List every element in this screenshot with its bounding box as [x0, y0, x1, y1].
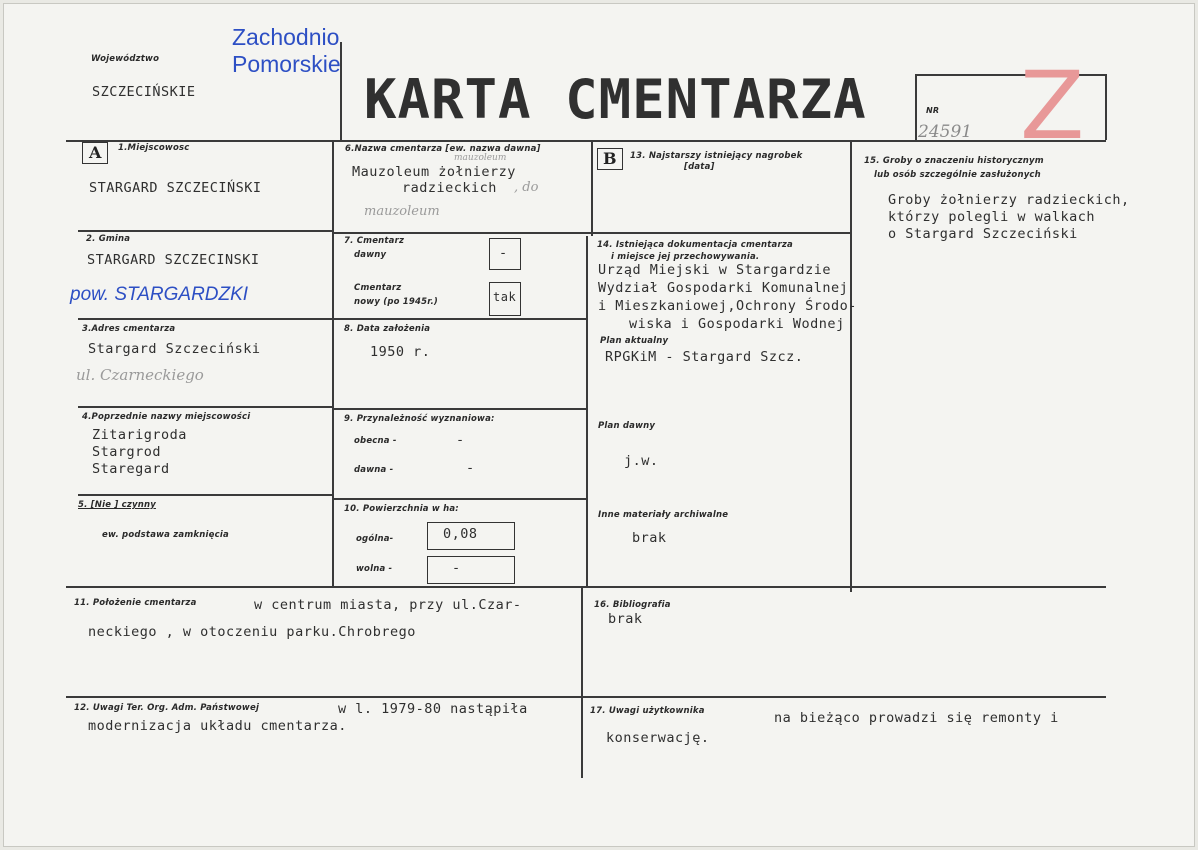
divider	[66, 586, 1106, 588]
voivodeship-label: Województwo	[91, 54, 160, 64]
region-stamp-line: Pomorskie	[232, 51, 341, 77]
field-14-value: Urząd Miejski w Stargardzie	[598, 262, 831, 278]
field-11-value: neckiego , w otoczeniu parku.Chrobrego	[88, 624, 416, 640]
field-15-label: 15. Groby o znaczeniu historycznym	[864, 156, 1044, 166]
field-2-value: STARGARD SZCZECINSKI	[87, 252, 260, 268]
field-9-former-label: dawna -	[354, 465, 394, 475]
field-6-pencil-note: mauzoleum	[454, 153, 507, 163]
field-9-former-value: -	[466, 460, 475, 476]
field-7-old-label: dawny	[354, 250, 387, 260]
field-1-value: STARGARD SZCZECIŃSKI	[89, 180, 262, 196]
field-10-label: 10. Powierzchnia w ha:	[344, 504, 459, 514]
field-6-value: Mauzoleum żołnierzy	[352, 164, 516, 180]
divider	[332, 140, 334, 588]
divider	[850, 140, 852, 592]
divider	[66, 696, 1106, 698]
number-label: NR	[926, 106, 940, 115]
field-6-value: radzieckich	[402, 180, 497, 196]
voivodeship-value: SZCZECIŃSKIE	[92, 84, 196, 100]
field-8-label: 8. Data założenia	[344, 324, 431, 334]
field-16-label: 16. Bibliografia	[594, 600, 671, 610]
field-10-free-box	[427, 556, 515, 584]
divider	[586, 236, 588, 588]
field-1-label: 1.Miejscowosc	[118, 143, 190, 153]
current-plan-label: Plan aktualny	[600, 336, 669, 346]
field-4-label: 4.Poprzednie nazwy miejscowości	[82, 412, 251, 422]
field-15-value: którzy polegli w walkach	[888, 209, 1096, 225]
field-7-new-label: Cmentarz	[354, 283, 402, 293]
divider	[332, 498, 586, 500]
field-14-label: i miejsce jej przechowywania.	[611, 252, 760, 262]
field-14-label: 14. Istniejąca dokumentacja cmentarza	[597, 240, 793, 250]
field-12-value: modernizacja układu cmentarza.	[88, 718, 347, 734]
field-17-value: na bieżąco prowadzi się remonty i	[774, 710, 1059, 726]
field-3-label: 3.Adres cmentarza	[82, 324, 176, 334]
field-7-new-value: tak	[493, 290, 517, 304]
field-3-handwritten: ul. Czarneckiego	[76, 366, 204, 384]
field-10-total-value: 0,08	[443, 526, 478, 542]
category-letter-mark: Z	[1020, 52, 1085, 161]
section-a-letter: A	[89, 143, 102, 162]
field-15-label: lub osób szczególnie zasłużonych	[874, 170, 1041, 180]
field-14-value: Wydział Gospodarki Komunalnej	[598, 280, 849, 296]
field-8-value: 1950 r.	[370, 344, 431, 360]
field-17-value: konserwację.	[606, 730, 710, 746]
field-15-value: o Stargard Szczeciński	[888, 226, 1078, 242]
field-5-label: 5. [Nie ] czynny	[78, 500, 156, 510]
field-6-pencil-note: , do	[514, 180, 539, 195]
field-10-total-label: ogólna-	[356, 534, 394, 544]
field-7-new-label: nowy (po 1945r.)	[354, 297, 438, 307]
divider	[332, 232, 850, 234]
field-7-label: 7. Cmentarz	[344, 236, 405, 246]
field-4-value: Staregard	[92, 461, 170, 477]
field-11-value: w centrum miasta, przy ul.Czar-	[254, 597, 522, 613]
cemetery-record-card	[3, 3, 1195, 847]
field-10-free-value: -	[452, 560, 461, 576]
field-9-label: 9. Przynależność wyznaniowa:	[344, 414, 495, 424]
section-b-letter: B	[603, 149, 617, 168]
divider	[78, 494, 332, 496]
field-14-value: wiska i Gospodarki Wodnej	[629, 316, 845, 332]
divider	[915, 74, 917, 140]
record-number: 24591	[918, 122, 973, 142]
field-11-label: 11. Położenie cmentarza	[74, 598, 197, 608]
divider	[78, 318, 332, 320]
field-13-sublabel: [data]	[684, 162, 715, 172]
field-9-current-value: -	[456, 432, 465, 448]
other-materials-value: brak	[632, 530, 667, 546]
former-plan-label: Plan dawny	[598, 421, 656, 431]
divider	[591, 140, 593, 236]
field-13-label: 13. Najstarszy istniejący nagrobek	[630, 151, 803, 161]
region-stamp	[232, 24, 341, 78]
divider	[78, 406, 332, 408]
field-6-pencil-note: mauzoleum	[364, 204, 440, 219]
field-17-label: 17. Uwagi użytkownika	[590, 706, 705, 716]
field-10-free-label: wolna -	[356, 564, 393, 574]
field-9-current-label: obecna -	[354, 436, 397, 446]
region-stamp-line: Zachodnio	[232, 24, 340, 50]
field-2-label: 2. Gmina	[86, 234, 131, 244]
field-15-value: Groby żołnierzy radzieckich,	[888, 192, 1130, 208]
other-materials-label: Inne materiały archiwalne	[598, 510, 729, 520]
field-6-label: 6.Nazwa cmentarza [ew. nazwa dawna]	[345, 144, 541, 154]
field-5-sublabel: ew. podstawa zamknięcia	[102, 530, 229, 540]
field-4-value: Zitarigroda	[92, 427, 187, 443]
divider	[1105, 74, 1107, 140]
divider	[78, 230, 332, 232]
field-7-old-value: -	[499, 245, 508, 261]
field-14-value: i Mieszkaniowej,Ochrony Środo-	[598, 298, 857, 314]
field-16-value: brak	[608, 611, 643, 627]
field-12-value: w l. 1979-80 nastąpiła	[338, 701, 528, 717]
field-12-label: 12. Uwagi Ter. Org. Adm. Państwowej	[74, 703, 260, 713]
field-3-value: Stargard Szczeciński	[88, 341, 261, 357]
card-title: KARTA CMENTARZA	[364, 68, 867, 131]
field-2-handwritten: pow. STARGARDZKI	[70, 284, 249, 305]
divider	[581, 586, 583, 778]
former-plan-value: j.w.	[624, 453, 659, 469]
field-4-value: Stargrod	[92, 444, 162, 460]
current-plan-value: RPGKiM - Stargard Szcz.	[605, 349, 804, 365]
divider	[332, 408, 586, 410]
divider	[332, 318, 586, 320]
